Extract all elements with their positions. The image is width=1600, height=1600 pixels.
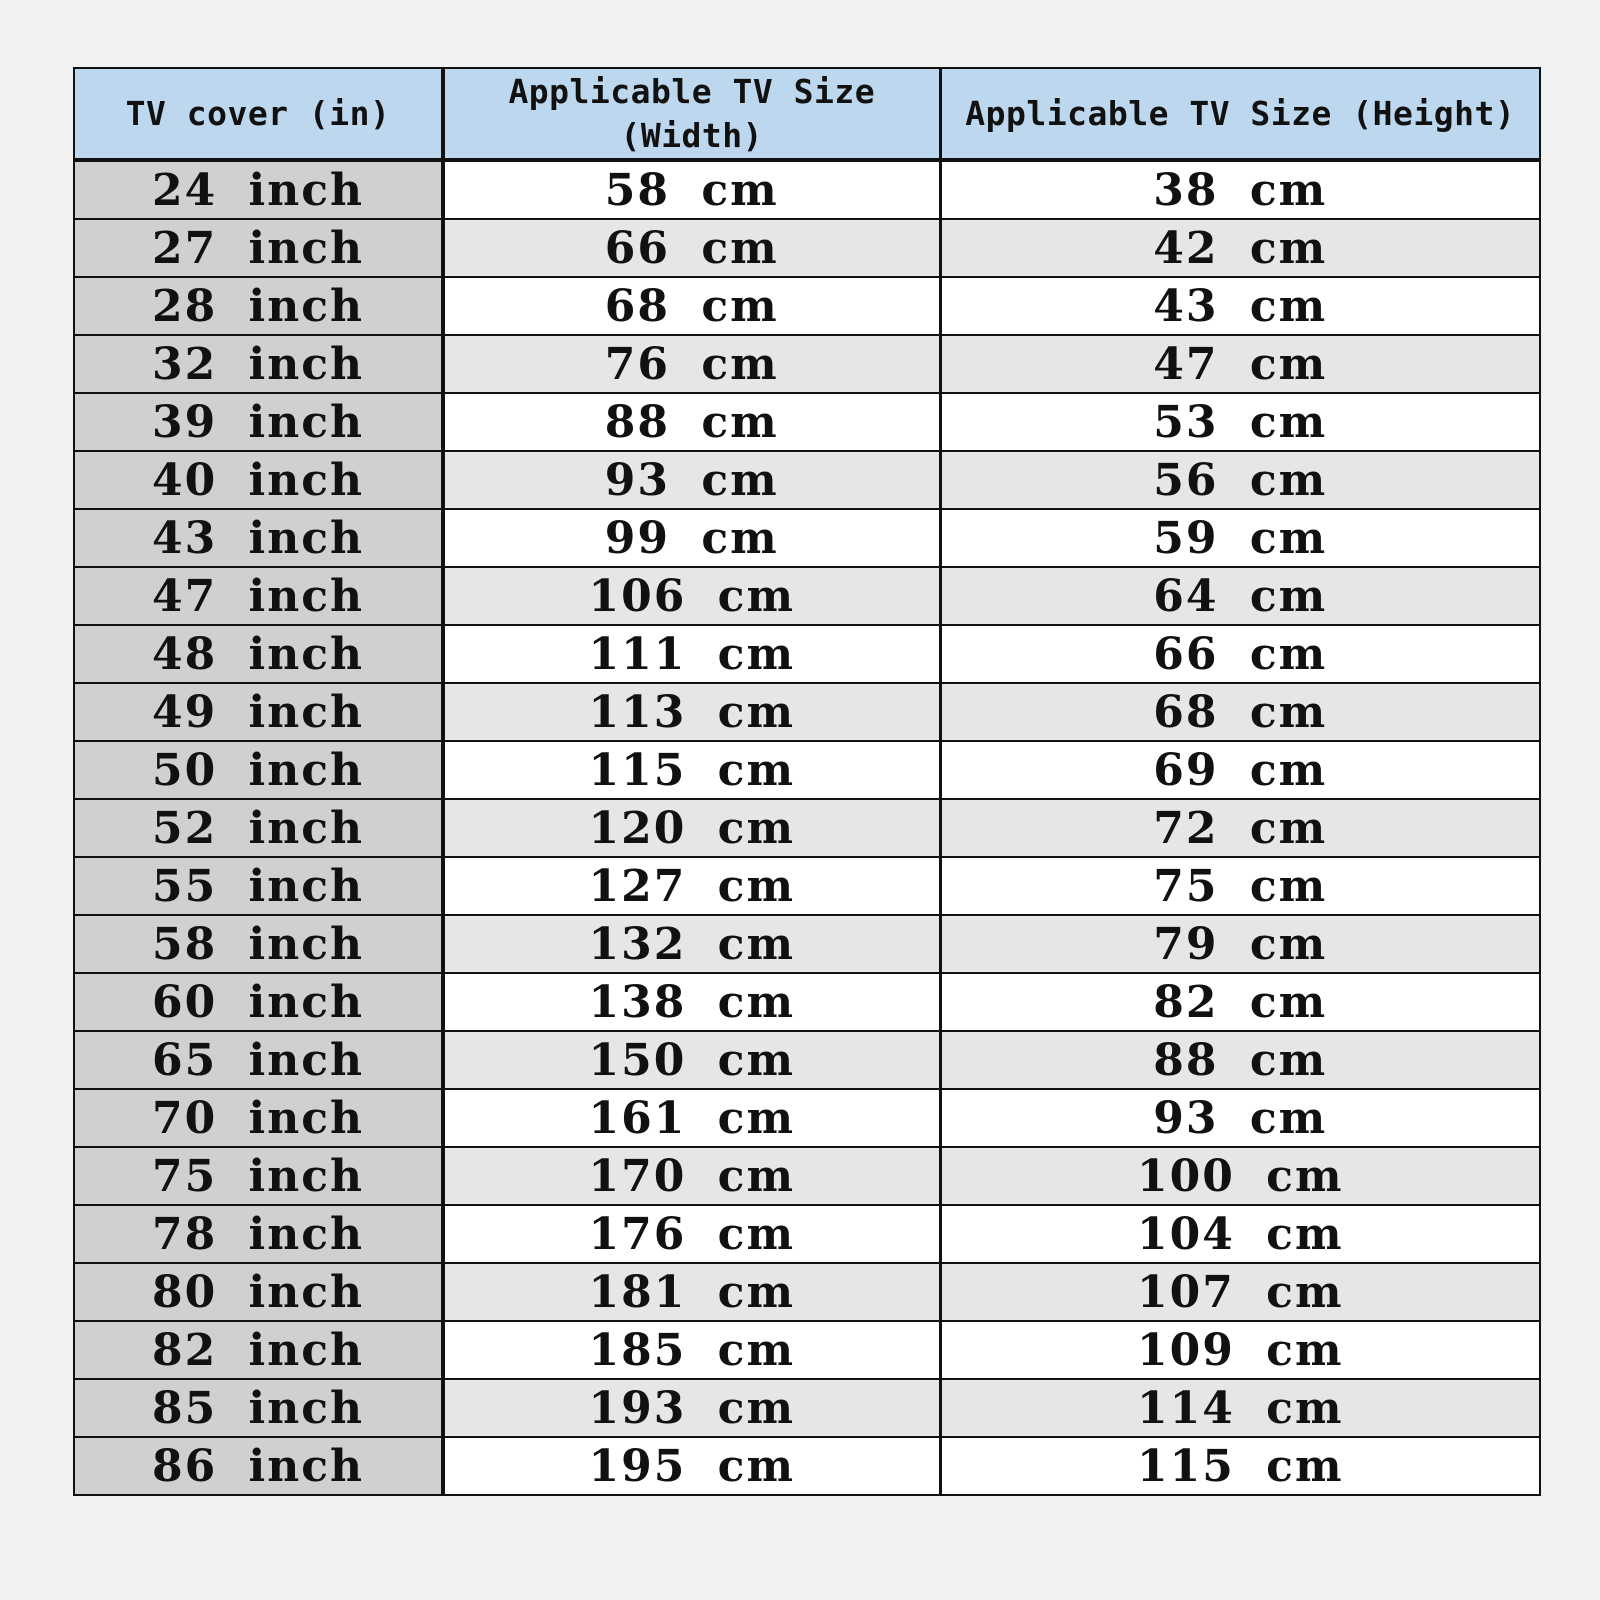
table-row: [74, 915, 1540, 973]
table-row: [74, 1437, 1540, 1495]
cell-height: 69 cm: [940, 741, 1540, 799]
table-row: [74, 1263, 1540, 1321]
cell-height: 100 cm: [940, 1147, 1540, 1205]
cell-height: 82 cm: [940, 973, 1540, 1031]
cell-width: 58 cm: [443, 160, 940, 219]
header-height: Applicable TV Size (Height): [940, 68, 1540, 160]
table-row: [74, 219, 1540, 277]
cell-height: 72 cm: [940, 799, 1540, 857]
cell-tv-cover: 52 inch: [74, 799, 443, 857]
cell-tv-cover: 48 inch: [74, 625, 443, 683]
cell-height: 56 cm: [940, 451, 1540, 509]
table-row: [74, 1089, 1540, 1147]
cell-tv-cover: 50 inch: [74, 741, 443, 799]
cell-width: 88 cm: [443, 393, 940, 451]
cell-tv-cover: 86 inch: [74, 1437, 443, 1495]
cell-height: 88 cm: [940, 1031, 1540, 1089]
cell-width: 115 cm: [443, 741, 940, 799]
cell-tv-cover: 43 inch: [74, 509, 443, 567]
table-header: [74, 68, 1540, 160]
cell-tv-cover: 40 inch: [74, 451, 443, 509]
table-row: [74, 335, 1540, 393]
table-row: [74, 160, 1540, 219]
table-row: [74, 1379, 1540, 1437]
cell-height: 66 cm: [940, 625, 1540, 683]
cell-tv-cover: 82 inch: [74, 1321, 443, 1379]
cell-tv-cover: 39 inch: [74, 393, 443, 451]
cell-tv-cover: 58 inch: [74, 915, 443, 973]
table-row: [74, 625, 1540, 683]
cell-width: 176 cm: [443, 1205, 940, 1263]
cell-width: 181 cm: [443, 1263, 940, 1321]
cell-height: 47 cm: [940, 335, 1540, 393]
cell-tv-cover: 55 inch: [74, 857, 443, 915]
cell-width: 113 cm: [443, 683, 940, 741]
header-tv-cover: TV cover (in): [74, 68, 443, 160]
cell-tv-cover: 65 inch: [74, 1031, 443, 1089]
cell-height: 114 cm: [940, 1379, 1540, 1437]
cell-width: 68 cm: [443, 277, 940, 335]
cell-height: 59 cm: [940, 509, 1540, 567]
cell-width: 127 cm: [443, 857, 940, 915]
page-background: [6, 0, 1600, 1600]
table-row: [74, 1205, 1540, 1263]
cell-width: 161 cm: [443, 1089, 940, 1147]
cell-width: 120 cm: [443, 799, 940, 857]
cell-tv-cover: 47 inch: [74, 567, 443, 625]
cell-tv-cover: 75 inch: [74, 1147, 443, 1205]
cell-width: 66 cm: [443, 219, 940, 277]
cell-width: 111 cm: [443, 625, 940, 683]
cell-height: 79 cm: [940, 915, 1540, 973]
cell-height: 64 cm: [940, 567, 1540, 625]
table-row: [74, 277, 1540, 335]
cell-height: 93 cm: [940, 1089, 1540, 1147]
cell-height: 53 cm: [940, 393, 1540, 451]
cell-width: 185 cm: [443, 1321, 940, 1379]
cell-width: 93 cm: [443, 451, 940, 509]
cell-tv-cover: 28 inch: [74, 277, 443, 335]
table-row: [74, 451, 1540, 509]
cell-width: 138 cm: [443, 973, 940, 1031]
table-row: [74, 509, 1540, 567]
cell-height: 107 cm: [940, 1263, 1540, 1321]
table-row: [74, 973, 1540, 1031]
table-body: [74, 160, 1540, 1495]
cell-height: 104 cm: [940, 1205, 1540, 1263]
table-row: [74, 1321, 1540, 1379]
cell-width: 132 cm: [443, 915, 940, 973]
cell-tv-cover: 80 inch: [74, 1263, 443, 1321]
cell-width: 106 cm: [443, 567, 940, 625]
cell-width: 99 cm: [443, 509, 940, 567]
table-row: [74, 741, 1540, 799]
table-row: [74, 393, 1540, 451]
cell-tv-cover: 32 inch: [74, 335, 443, 393]
table-row: [74, 799, 1540, 857]
cell-tv-cover: 60 inch: [74, 973, 443, 1031]
cell-height: 43 cm: [940, 277, 1540, 335]
size-chart-table: [73, 67, 1541, 1496]
cell-height: 42 cm: [940, 219, 1540, 277]
cell-height: 75 cm: [940, 857, 1540, 915]
header-row: [74, 68, 1540, 160]
table-row: [74, 857, 1540, 915]
header-width: Applicable TV Size (Width): [443, 68, 940, 160]
cell-height: 109 cm: [940, 1321, 1540, 1379]
table-row: [74, 683, 1540, 741]
cell-width: 170 cm: [443, 1147, 940, 1205]
cell-height: 115 cm: [940, 1437, 1540, 1495]
table-row: [74, 1147, 1540, 1205]
cell-width: 76 cm: [443, 335, 940, 393]
cell-width: 150 cm: [443, 1031, 940, 1089]
cell-tv-cover: 78 inch: [74, 1205, 443, 1263]
cell-width: 193 cm: [443, 1379, 940, 1437]
cell-tv-cover: 24 inch: [74, 160, 443, 219]
cell-tv-cover: 85 inch: [74, 1379, 443, 1437]
table-row: [74, 1031, 1540, 1089]
cell-height: 68 cm: [940, 683, 1540, 741]
cell-width: 195 cm: [443, 1437, 940, 1495]
cell-tv-cover: 27 inch: [74, 219, 443, 277]
cell-tv-cover: 49 inch: [74, 683, 443, 741]
cell-height: 38 cm: [940, 160, 1540, 219]
cell-tv-cover: 70 inch: [74, 1089, 443, 1147]
table-row: [74, 567, 1540, 625]
